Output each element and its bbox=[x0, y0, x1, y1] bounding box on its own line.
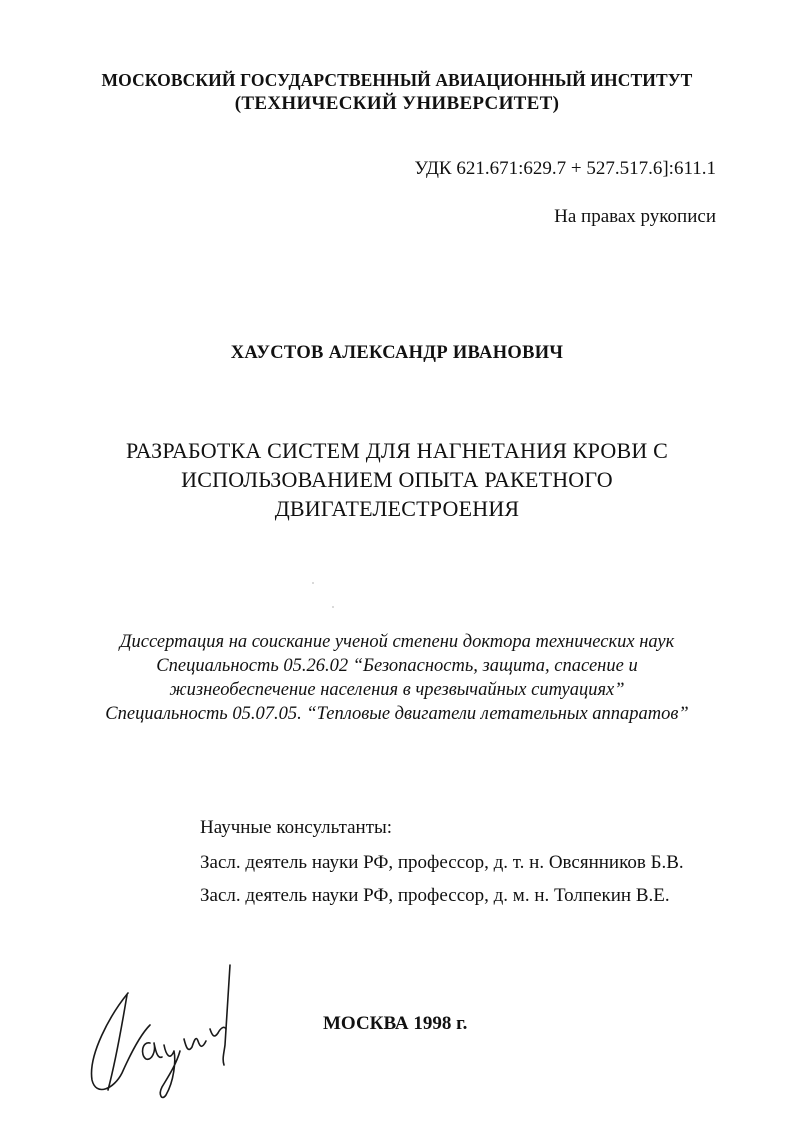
scan-speck bbox=[332, 606, 334, 608]
consultant-2: Засл. деятель науки РФ, профессор, д. м. н. Толпекин В.Е. bbox=[200, 885, 670, 906]
udk-code: УДК 621.671:629.7 + 527.517.6]:611.1 bbox=[414, 158, 716, 179]
specialty-line-3: Специальность 05.07.05. “Тепловые двигатели летательных аппаратов” bbox=[105, 704, 689, 724]
scan-speck bbox=[312, 582, 314, 584]
title-line-2: ИСПОЛЬЗОВАНИЕМ ОПЫТА РАКЕТНОГО bbox=[181, 467, 613, 492]
institution-name: МОСКОВСКИЙ ГОСУДАРСТВЕННЫЙ АВИАЦИОННЫЙ ИНСТИТУТ bbox=[101, 70, 693, 90]
dissertation-description bbox=[0, 630, 794, 726]
specialty-line-2: жизнеобеспечение населения в чрезвычайных ситуациях” bbox=[169, 680, 625, 700]
manuscript-rights: На правах рукописи bbox=[554, 206, 716, 227]
degree-line: Диссертация на соискание ученой степени доктора технических наук bbox=[119, 632, 675, 652]
institution-subtitle: (ТЕХНИЧЕСКИЙ УНИВЕРСИТЕТ) bbox=[234, 93, 560, 114]
specialty-line-1: Специальность 05.26.02 “Безопасность, защита, спасение и bbox=[156, 656, 638, 676]
title-line-1: РАЗРАБОТКА СИСТЕМ ДЛЯ НАГНЕТАНИЯ КРОВИ С bbox=[125, 438, 669, 463]
dissertation-title bbox=[0, 436, 794, 523]
author-name: ХАУСТОВ АЛЕКСАНДР ИВАНОВИЧ bbox=[230, 343, 564, 363]
handwritten-signature bbox=[80, 955, 240, 1105]
consultant-1: Засл. деятель науки РФ, профессор, д. т. н. Овсянников Б.В. bbox=[200, 852, 684, 873]
institution-header bbox=[0, 68, 794, 116]
title-line-3: ДВИГАТЕЛЕСТРОЕНИЯ bbox=[274, 496, 520, 521]
city-year: МОСКВА 1998 г. bbox=[323, 1013, 468, 1034]
consultants-heading: Научные консультанты: bbox=[200, 817, 393, 838]
